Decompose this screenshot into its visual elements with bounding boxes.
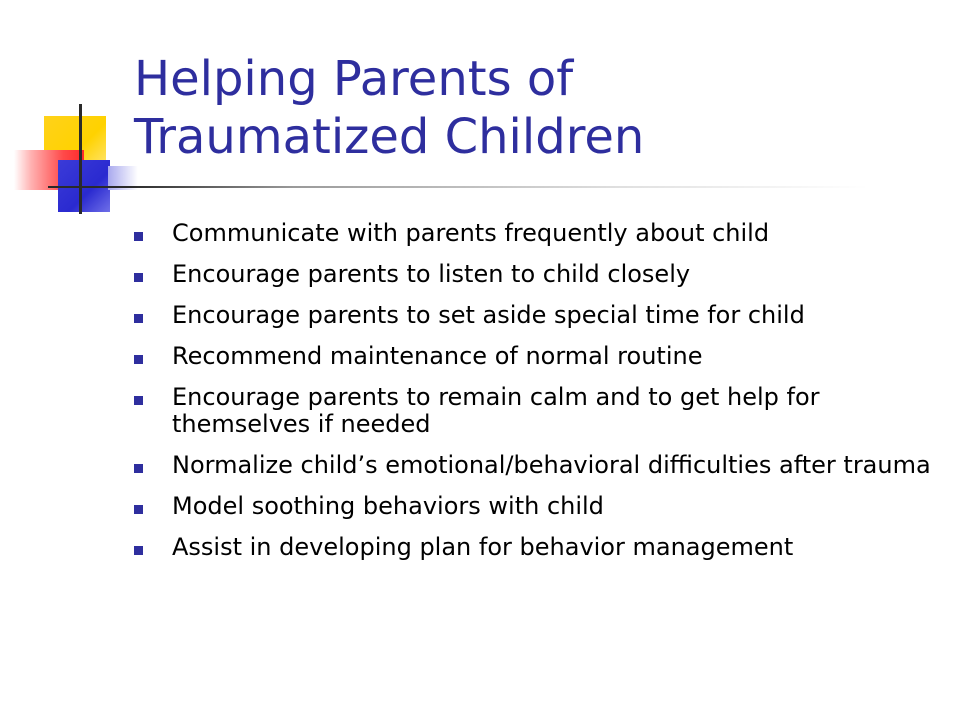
- bullet-item: [134, 534, 934, 561]
- bullet-text: Recommend maintenance of normal routine: [172, 342, 703, 370]
- bullet-item: [134, 452, 934, 479]
- bullet-square-icon: [134, 546, 143, 555]
- title-underline-rule: [48, 186, 868, 188]
- bullet-item: [134, 384, 934, 438]
- bullet-text: Assist in developing plan for behavior management: [172, 533, 794, 561]
- bullet-square-icon: [134, 505, 143, 514]
- bullet-list: [134, 220, 934, 575]
- bullet-text: Normalize child’s emotional/behavioral difficulties after trauma: [172, 451, 931, 479]
- bullet-text: Encourage parents to listen to child closely: [172, 260, 691, 288]
- bullet-item: [134, 261, 934, 288]
- vertical-rule-decoration: [79, 104, 82, 214]
- title-line-2: Traumatized Children: [134, 109, 645, 165]
- bullet-text: Encourage parents to remain calm and to get help for themselves if needed: [172, 383, 820, 438]
- bullet-square-icon: [134, 273, 143, 282]
- bullet-square-icon: [134, 396, 143, 405]
- bullet-square-icon: [134, 232, 143, 241]
- bullet-item: [134, 302, 934, 329]
- bullet-square-icon: [134, 355, 143, 364]
- title-line-1: Helping Parents of: [134, 51, 574, 107]
- bullet-item: [134, 493, 934, 520]
- bullet-item: [134, 220, 934, 247]
- bullet-item: [134, 343, 934, 370]
- bullet-text: Model soothing behaviors with child: [172, 492, 604, 520]
- bullet-square-icon: [134, 314, 143, 323]
- bullet-square-icon: [134, 464, 143, 473]
- bullet-text: Encourage parents to set aside special time for child: [172, 301, 805, 329]
- slide-title: [134, 50, 914, 166]
- bullet-text: Communicate with parents frequently about child: [172, 219, 770, 247]
